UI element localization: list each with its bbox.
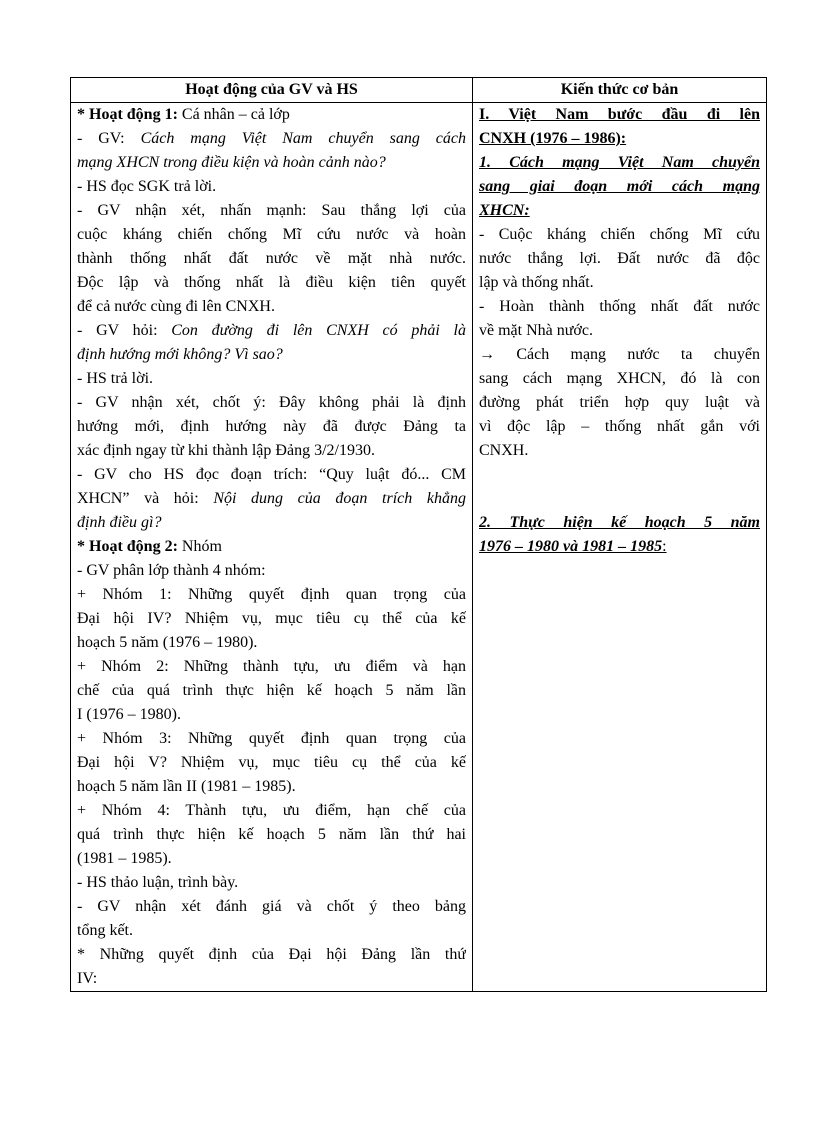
activity-1-mode: Cá nhân – cả lớp [181, 106, 290, 123]
section-1-heading: CNXH (1976 – 1986): [479, 130, 627, 147]
text-line: để cả nước cùng đi lên CNXH. [77, 298, 275, 315]
group-2-line: + Nhóm 2: Những thành tựu, ưu điểm và hạn [77, 658, 466, 675]
question-2-line [77, 319, 466, 343]
subsection-2-heading [479, 535, 760, 559]
question-1-text: Cách mạng Việt Nam chuyển sang cách [140, 130, 466, 147]
text-line: - GV phân lớp thành 4 nhóm: [77, 562, 266, 579]
subsection-2-years: 1976 – 1980 và 1981 – 1985 [479, 538, 663, 555]
text-line: cuộc kháng chiến chống Mĩ cứu nước và hoàn [77, 226, 466, 243]
subsection-1-heading: 1. Cách mạng Việt Nam chuyển [479, 154, 760, 171]
text-line: * Những quyết định của Đại hội Đảng lần thứ [77, 946, 466, 963]
question-3-text: Nội dung của đoạn trích khẳng [213, 490, 466, 507]
conclusion-line: vì độc lập – thống nhất gắn với [479, 418, 760, 435]
activity-2-mode: Nhóm [181, 538, 222, 555]
subsection-2-colon: : [662, 538, 667, 555]
group-1-line: + Nhóm 1: Những quyết định quan trọng của [77, 586, 466, 603]
text-line: - Cuộc kháng chiến chống Mĩ cứu [479, 226, 760, 243]
text-line: Độc lập và thống nhất là điều kiện tiên quyết [77, 274, 466, 291]
header-row [71, 78, 767, 103]
conclusion-line: sang cách mạng XHCN, đó là con [479, 370, 760, 387]
group-3-line: Đại hội V? Nhiệm vụ, mục tiêu cụ thể của kế [77, 754, 466, 771]
text-line: nước thắng lợi. Đất nước đã độc [479, 250, 760, 267]
text-line: - Hoàn thành thống nhất đất nước [479, 298, 760, 315]
text-line: về mặt Nhà nước. [479, 322, 593, 339]
question-2-text: Con đường đi lên CNXH có phải là [171, 322, 466, 339]
header-right: Kiến thức cơ bản [473, 78, 767, 103]
text-line: hướng mới, định hướng này đã được Đảng ta [77, 418, 466, 435]
conclusion-line: CNXH. [479, 442, 529, 459]
text-line: lập và thống nhất. [479, 274, 594, 291]
text-line: IV: [77, 970, 98, 987]
conclusion-line: đường phát triển hợp quy luật và [479, 394, 760, 411]
group-1-line: hoạch 5 năm (1976 – 1980). [77, 634, 258, 651]
group-2-line: I (1976 – 1980). [77, 706, 181, 723]
text-line: xác định ngay từ khi thành lập Đảng 3/2/1930. [77, 442, 375, 459]
conclusion-line: → Cách mạng nước ta chuyển [479, 346, 760, 363]
question-3-line [77, 487, 466, 511]
question-3-prefix: XHCN” và hỏi: [77, 490, 214, 507]
group-3-line: + Nhóm 3: Những quyết định quan trọng của [77, 730, 466, 747]
text-line: - GV cho HS đọc đoạn trích: “Quy luật đó... CM [77, 466, 466, 483]
subsection-1-heading: XHCN: [479, 202, 530, 219]
question-2-line: định hướng mới không? Vì sao? [77, 346, 283, 363]
activity-1-heading [77, 103, 466, 127]
text-line: - HS đọc SGK trả lời. [77, 178, 217, 195]
question-3-line: định điều gì? [77, 514, 162, 531]
question-1-prefix: - GV: [77, 130, 141, 147]
content-row [71, 103, 767, 992]
question-1-line: mạng XHCN trong điều kiện và hoàn cảnh nào? [77, 154, 386, 171]
activity-1-label: * Hoạt động 1: [77, 106, 182, 123]
text-line: - HS thảo luận, trình bày. [77, 874, 239, 891]
group-1-line: Đại hội IV? Nhiệm vụ, mục tiêu cụ thể của kế [77, 610, 466, 627]
group-4-line: + Nhóm 4: Thành tựu, ưu điểm, hạn chế của [77, 802, 466, 819]
lesson-table [70, 77, 767, 992]
text-line: - HS trả lời. [77, 370, 154, 387]
text-line: - GV nhận xét đánh giá và chốt ý theo bảng [77, 898, 466, 915]
group-4-line: quá trình thực hiện kế hoạch 5 năm lần thứ hai [77, 826, 466, 843]
text-line: thành thống nhất đất nước về mặt nhà nước. [77, 250, 466, 267]
section-1-heading: I. Việt Nam bước đầu đi lên [479, 106, 760, 123]
group-4-line: (1981 – 1985). [77, 850, 172, 867]
activities-cell [71, 103, 473, 992]
subsection-2-heading: 2. Thực hiện kế hoạch 5 năm [479, 514, 760, 531]
text-line: tổng kết. [77, 922, 133, 939]
question-1-line [77, 127, 466, 151]
group-2-line: chế của quá trình thực hiện kế hoạch 5 năm lần [77, 682, 466, 699]
text-line: - GV nhận xét, nhấn mạnh: Sau thắng lợi của [77, 202, 466, 219]
activity-2-label: * Hoạt động 2: [77, 538, 182, 555]
text-line: - GV nhận xét, chốt ý: Đây không phải là định [77, 394, 466, 411]
question-2-prefix: - GV hỏi: [77, 322, 172, 339]
group-3-line: hoạch 5 năm lần II (1981 – 1985). [77, 778, 296, 795]
header-left: Hoạt động của GV và HS [71, 78, 473, 103]
knowledge-cell [473, 103, 767, 992]
subsection-1-heading: sang giai đoạn mới cách mạng [479, 178, 760, 195]
activity-2-heading [77, 535, 466, 559]
spacer [479, 463, 760, 511]
